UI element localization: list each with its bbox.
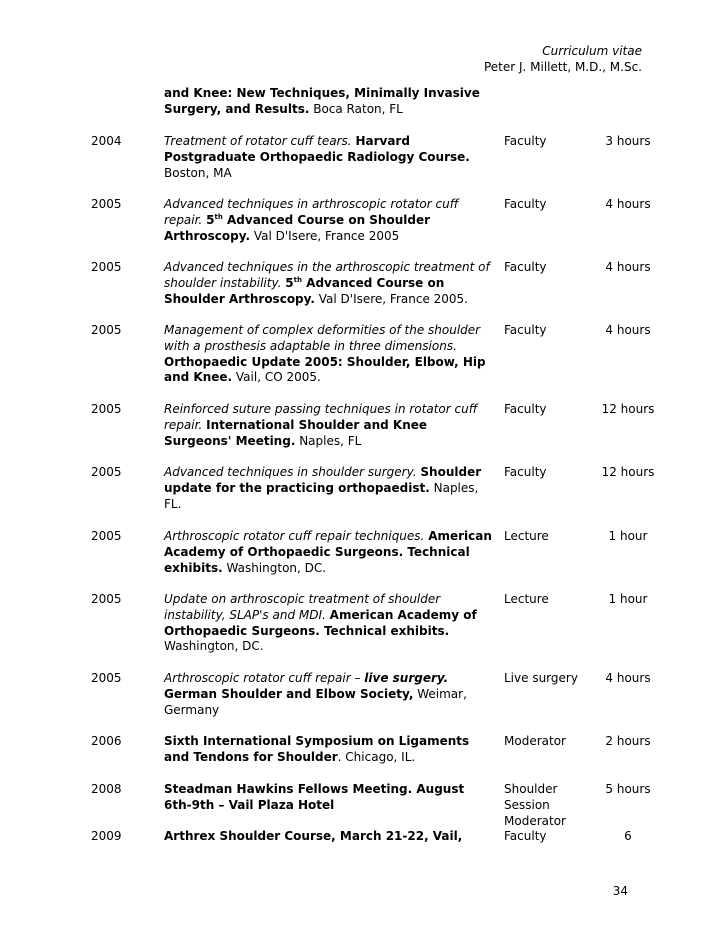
- talk-title: Advanced techniques in the arthroscopic treatment of shoulder instability.: [164, 260, 490, 290]
- event-title: International Shoulder and Knee Surgeons' Meeting.: [164, 417, 428, 448]
- entry-year: 2005: [91, 671, 122, 685]
- entry-year: 2005: [91, 529, 122, 543]
- event-location: Naples, FL: [295, 433, 362, 448]
- event-location: Naples, FL.: [164, 480, 479, 511]
- entry-hours: 4 hours: [605, 671, 651, 685]
- entry-hours: 3 hours: [605, 134, 651, 148]
- author-name: Peter J. Millett, M.D., M.Sc.: [483, 60, 642, 74]
- entry-role: Faculty: [504, 134, 547, 148]
- entry-role: Faculty: [504, 402, 547, 416]
- entry-year: 2004: [91, 134, 122, 148]
- talk-title: Management of complex deformities of the shoulder with a prosthesis adaptable in three dimensions.: [164, 323, 481, 353]
- event-title: 5th Advanced Course on Shoulder Arthroscopy.: [164, 212, 431, 243]
- entry-hours: 12 hours: [601, 402, 655, 416]
- entry-year: 2005: [91, 402, 122, 416]
- entry-hours: 4 hours: [605, 197, 651, 211]
- entry-year: 2009: [91, 829, 122, 843]
- talk-title: Arthroscopic rotator cuff repair techniques.: [164, 529, 425, 543]
- event-location: Washington, DC.: [222, 560, 327, 575]
- entry-role: Moderator: [504, 734, 566, 748]
- event-title: and Knee: New Techniques, Minimally Invasive Surgery, and Results.: [164, 86, 480, 116]
- entry-year: 2006: [91, 734, 122, 748]
- talk-title: Arthroscopic rotator cuff repair –: [164, 671, 361, 685]
- entry-hours: 2 hours: [605, 734, 651, 748]
- entry-role: Faculty: [504, 465, 547, 479]
- entry-hours: 6: [624, 829, 632, 843]
- entry-role: Live surgery: [504, 671, 578, 685]
- entry-year: 2005: [91, 592, 122, 606]
- event-location: Vail, CO 2005.: [232, 370, 321, 385]
- event-title: Sixth International Symposium on Ligaments and Tendons for Shoulder: [164, 734, 470, 764]
- talk-title: Treatment of rotator cuff tears.: [164, 134, 352, 148]
- event-location: Boca Raton, FL: [309, 101, 403, 116]
- entry-role: Shoulder Session Moderator: [504, 782, 566, 828]
- event-title: Steadman Hawkins Fellows Meeting. August 6th-9th – Vail Plaza Hotel: [164, 782, 465, 812]
- entry-hours: 1 hour: [608, 592, 648, 606]
- entry-hours: 5 hours: [605, 782, 651, 796]
- talk-title: Advanced techniques in arthroscopic rotator cuff repair.: [164, 197, 459, 227]
- entry-year: 2008: [91, 782, 122, 796]
- event-location: Washington, DC.: [164, 639, 264, 654]
- event-location: Boston, MA: [164, 165, 232, 180]
- talk-title: Reinforced suture passing techniques in rotator cuff repair.: [164, 402, 478, 432]
- event-title: Harvard Postgraduate Orthopaedic Radiology Course.: [164, 134, 470, 164]
- event-title: German Shoulder and Elbow Society,: [164, 686, 414, 701]
- page-number: 34: [612, 884, 628, 898]
- entry-hours: 1 hour: [608, 529, 648, 543]
- entry-role: Faculty: [504, 197, 547, 211]
- entry-year: 2005: [91, 465, 122, 479]
- event-title: Shoulder update for the practicing orthopaedist.: [164, 465, 482, 495]
- event-title: Arthrex Shoulder Course, March 21-22, Vail,: [164, 829, 463, 843]
- event-location: Weimar, Germany: [164, 686, 467, 717]
- entry-hours: 12 hours: [601, 465, 655, 479]
- entry-year: 2005: [91, 260, 122, 274]
- event-location: . Chicago, IL.: [337, 749, 416, 764]
- entry-role: Faculty: [504, 829, 547, 843]
- event-title: American Academy of Orthopaedic Surgeons. Technical exhibits.: [164, 529, 492, 575]
- event-title: Orthopaedic Update 2005: Shoulder, Elbow, Hip and Knee.: [164, 354, 486, 385]
- entry-hours: 4 hours: [605, 260, 651, 274]
- event-title: 5th Advanced Course on Shoulder Arthroscopy.: [164, 275, 445, 306]
- talk-title: Advanced techniques in shoulder surgery.: [164, 465, 417, 479]
- entry-year: 2005: [91, 197, 122, 211]
- entry-role: Lecture: [504, 592, 549, 606]
- entry-role: Faculty: [504, 323, 547, 337]
- entry-role: Faculty: [504, 260, 547, 274]
- entry-hours: 4 hours: [605, 323, 651, 337]
- entry-year: 2005: [91, 323, 122, 337]
- event-title: American Academy of Orthopaedic Surgeons. Technical exhibits.: [164, 607, 477, 638]
- event-location: Val D'Isere, France 2005: [250, 228, 400, 243]
- entry-role: Lecture: [504, 529, 549, 543]
- talk-title: Update on arthroscopic treatment of shoulder instability, SLAP's and MDI.: [164, 592, 441, 622]
- live-surgery-emphasis: live surgery.: [364, 671, 449, 685]
- document-title: Curriculum vitae: [542, 44, 642, 58]
- event-location: Val D'Isere, France 2005.: [314, 291, 468, 306]
